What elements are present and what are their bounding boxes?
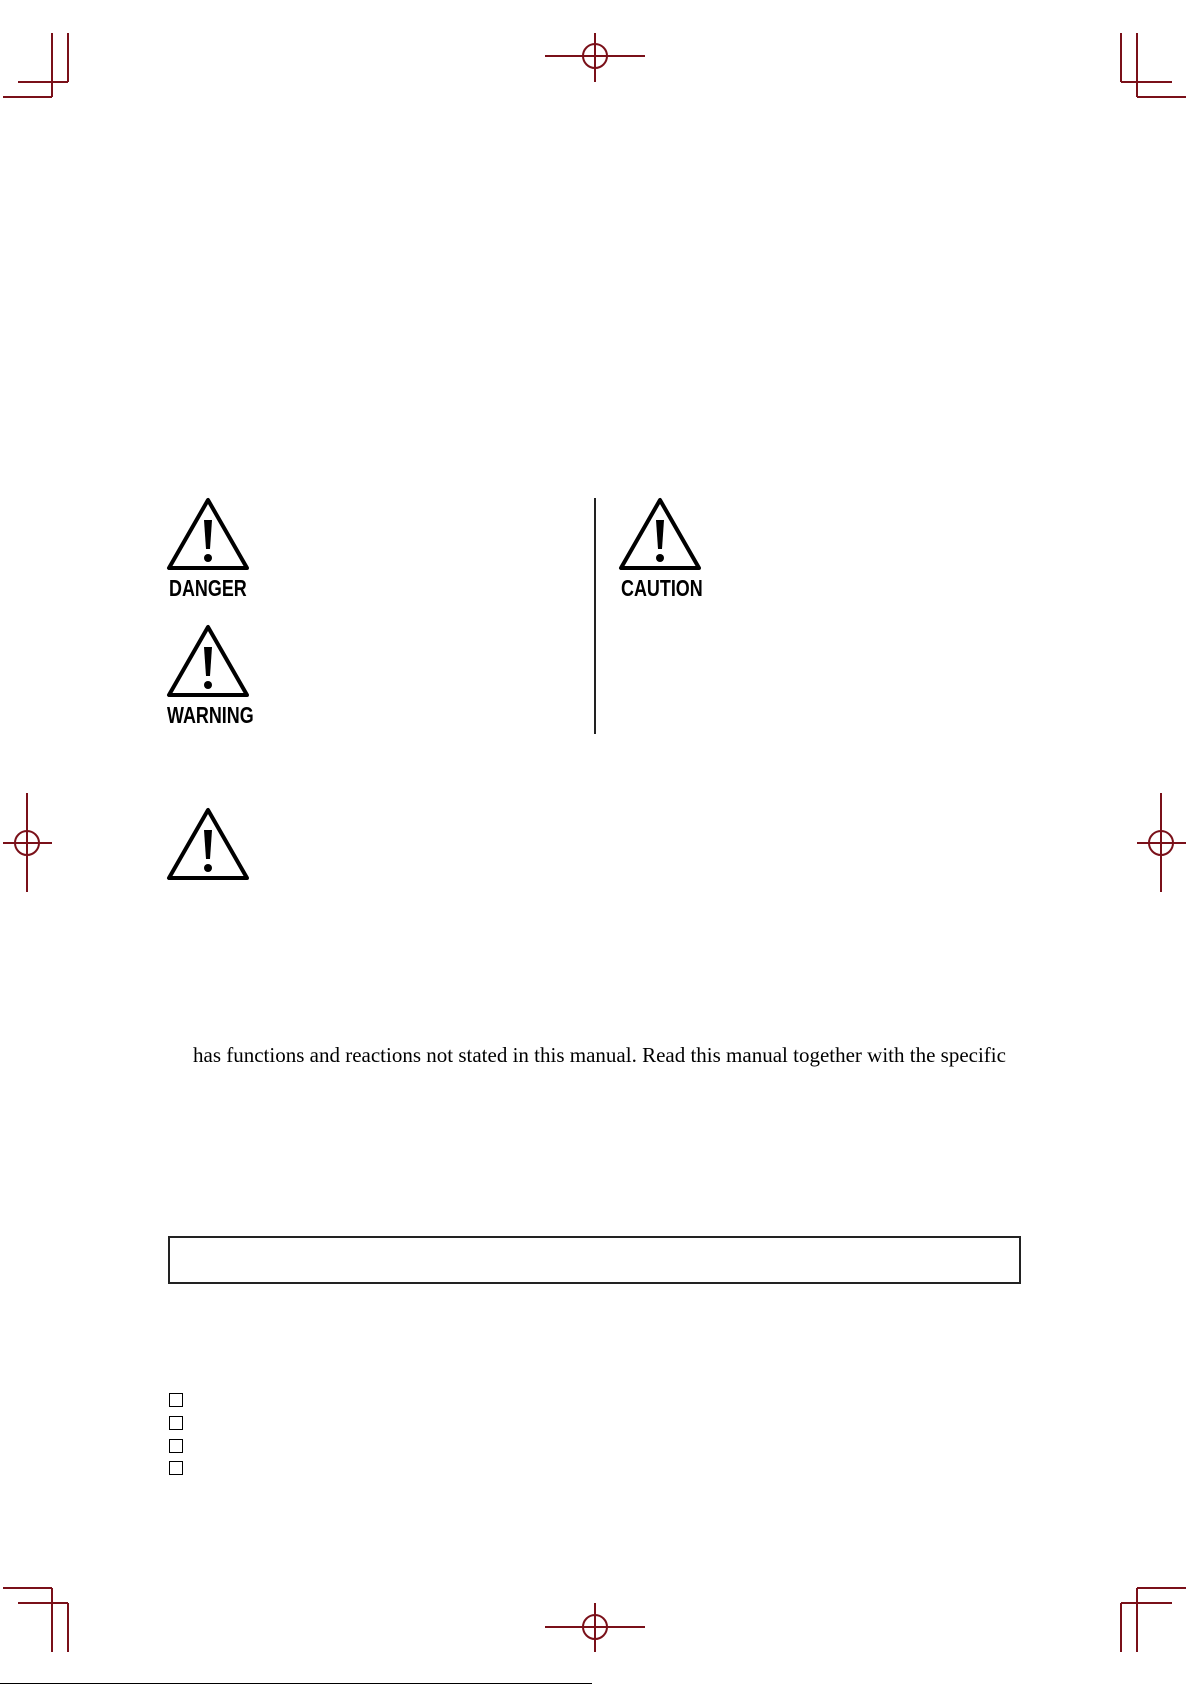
warning-triangle-icon [169,627,247,695]
checkbox-item-3[interactable] [169,1439,183,1453]
registration-target-top [545,33,645,82]
registration-target-left [3,793,52,892]
registration-target-bottom [545,1603,645,1652]
crop-mark-top-right [1121,33,1186,97]
crop-mark-bottom-left [3,1588,68,1652]
footer-rule [0,1683,592,1684]
warning-label: WARNING [167,702,254,728]
checkbox-item-4[interactable] [169,1461,183,1475]
caution-triangle-icon [621,500,699,568]
registration-target-right [1137,793,1186,892]
crop-mark-top-left [3,33,68,97]
crop-mark-bottom-right [1121,1588,1186,1652]
caution-label: CAUTION [621,575,703,601]
body-text-line: has functions and reactions not stated in this manual. Read this manual together with the specific [193,1043,1006,1067]
danger-triangle-icon [169,500,247,568]
notice-box [168,1236,1021,1284]
checkbox-item-1[interactable] [169,1393,183,1407]
checkbox-item-2[interactable] [169,1416,183,1430]
danger-label: DANGER [169,575,247,601]
column-divider [594,498,596,734]
attention-triangle-icon [169,810,247,878]
